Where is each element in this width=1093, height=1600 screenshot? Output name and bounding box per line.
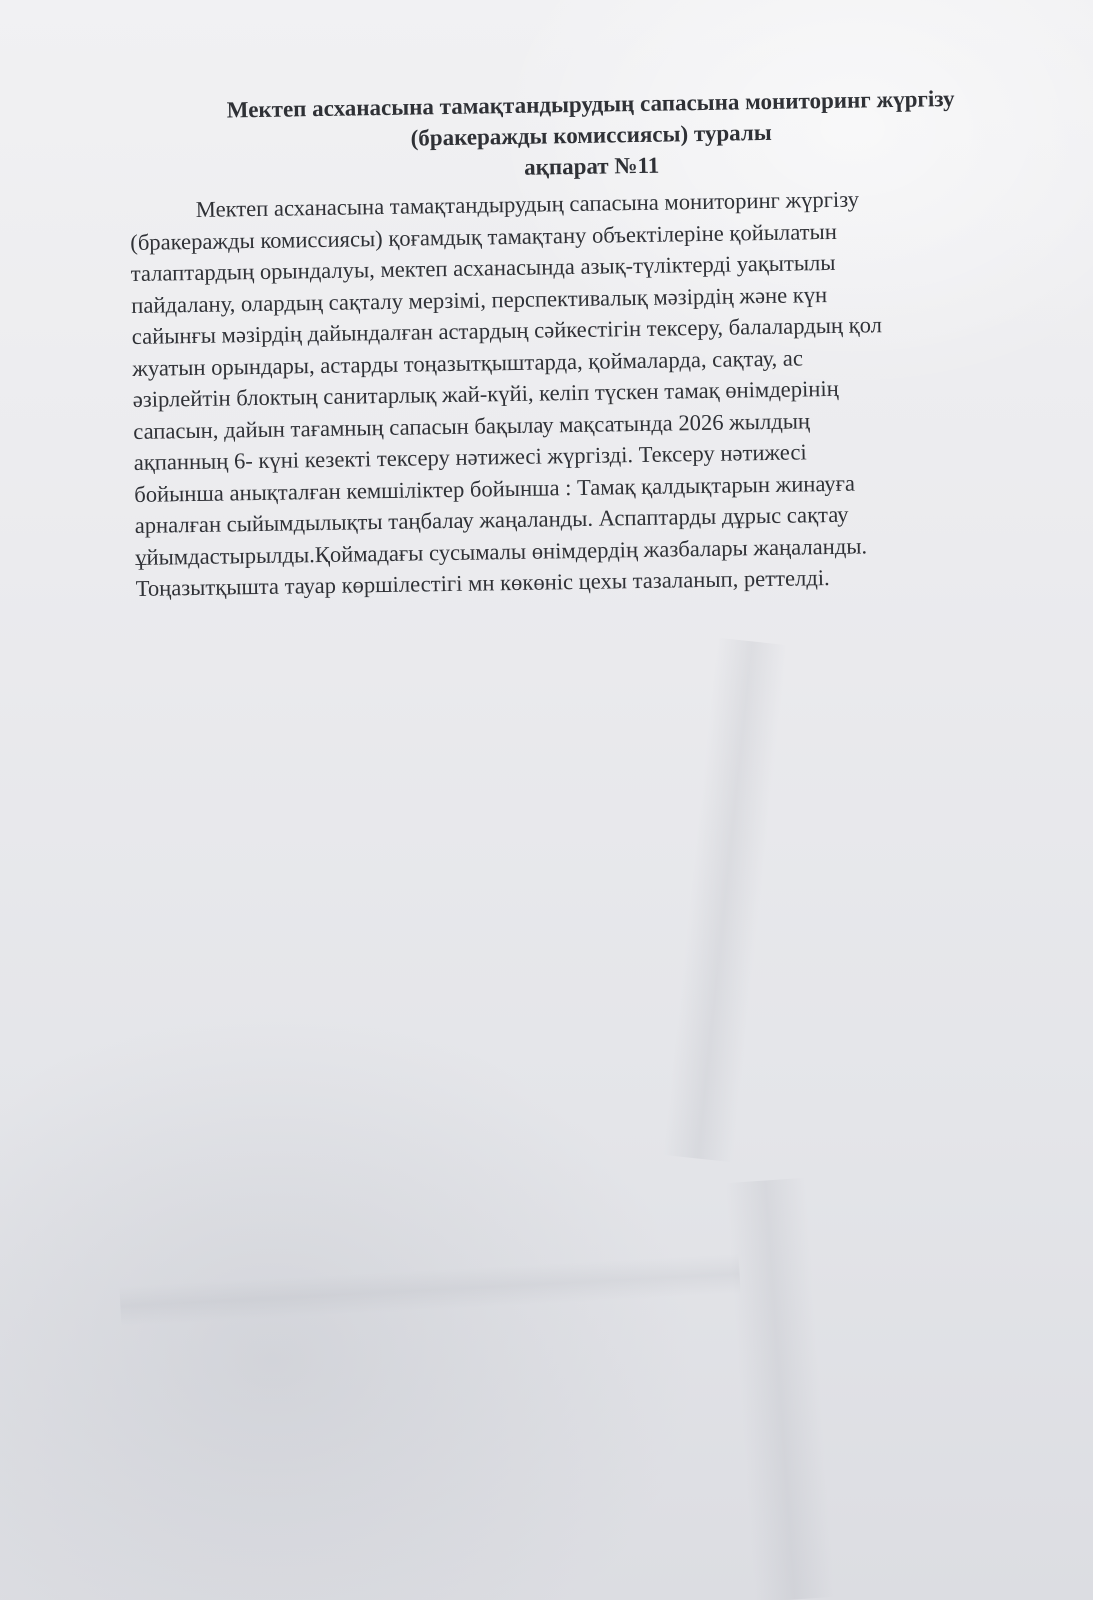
paragraph-line: талаптардың орындалуы, мектеп асханасында азық-түліктерді уақытылы	[130, 249, 836, 286]
title-line: ақпарат №11	[523, 152, 660, 180]
paragraph-line: арналған сыйымдылықты таңбалау жаңаланды. Аспаптарды дұрыс сақтау	[134, 501, 849, 538]
paragraph-line: бойынша анықталған кемшіліктер бойынша : Тамақ қалдықтарын жинауға	[134, 470, 856, 507]
paper-fold-shadow	[119, 1254, 740, 1326]
paragraph-line: Мектеп асханасына тамақтандырудың сапасына мониторинг жүргізу	[195, 186, 860, 222]
paragraph-line: әзірлейтін блоктың санитарлық жай-күйі, келіп түскен тамақ өнімдерінің	[132, 375, 839, 412]
paragraph-line: сайынғы мәзірдің дайындалған астардың сәйкестігін тексеру, балалардың қол	[131, 312, 883, 349]
paragraph-line: (бракеражды комиссиясы) қоғамдық тамақтану объектілеріне қойылатын	[130, 218, 837, 255]
paragraph-line: Тоңазытқышта тауар көршілестігі мн көкөніс цехы тазаланып, реттелді.	[135, 565, 830, 601]
title-line: (бракеражды комиссиясы) туралы	[410, 119, 772, 151]
body-paragraph	[130, 180, 1061, 604]
paper-fold-shadow	[725, 1178, 834, 1600]
document-title	[128, 81, 1054, 189]
paragraph-line: сапасын, дайын тағамның сапасын бақылау мақсатында 2026 жылдың	[133, 407, 811, 444]
document-text	[128, 81, 1061, 604]
paragraph-line: ақпанның 6- күні кезекті тексеру нәтижесі жүргізді. Тексеру нәтижесі	[133, 439, 807, 475]
title-line: Мектеп асханасына тамақтандырудың сапасына мониторинг жүргізу	[226, 86, 955, 123]
paragraph-line: жуатын орындары, астарды тоңазытқыштарда, қоймаларда, сақтау, ас	[132, 344, 804, 381]
paragraph-line: ұйымдастырылды.Қоймадағы сусымалы өнімдердің жазбалары жаңаланды.	[135, 532, 868, 570]
paragraph-line: пайдалану, олардың сақталу мерзімі, перспективалық мәзірдің және күн	[131, 281, 828, 318]
paper-fold-shadow	[663, 638, 787, 1162]
